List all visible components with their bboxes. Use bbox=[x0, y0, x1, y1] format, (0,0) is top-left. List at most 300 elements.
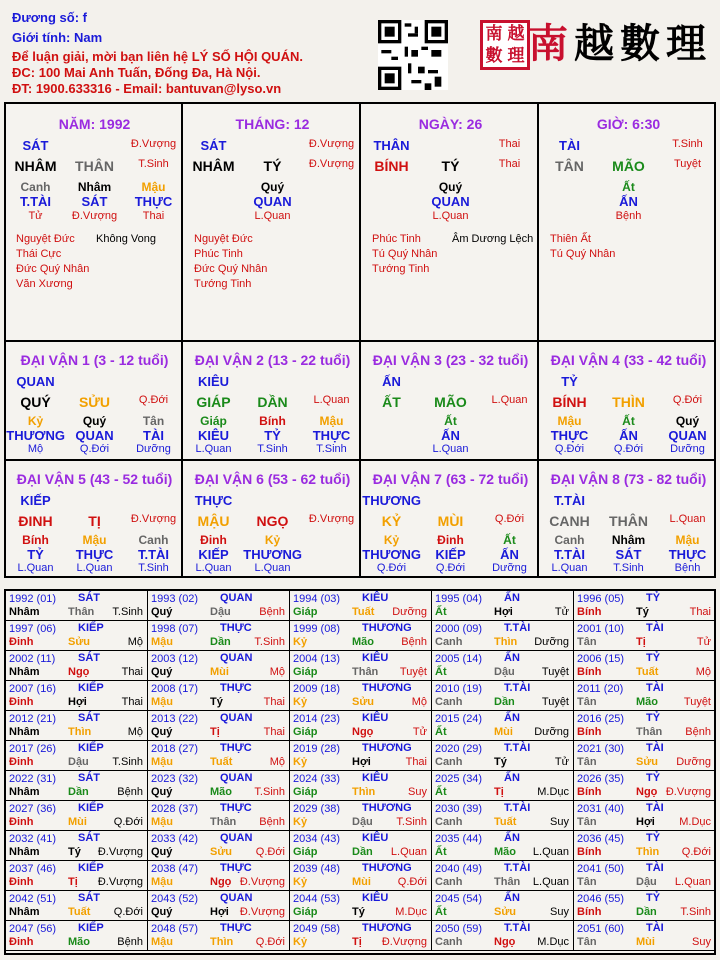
dai-van-top-cell: ẤN bbox=[382, 374, 401, 389]
year-sao: QUAN bbox=[220, 772, 253, 784]
year-cell bbox=[574, 651, 716, 681]
dai-van-top bbox=[540, 374, 717, 389]
star-item: Văn Xương bbox=[16, 278, 73, 290]
year-can: Mậu bbox=[151, 936, 173, 948]
year-sao: T.TÀI bbox=[504, 682, 531, 694]
year-label: 2044 (53) bbox=[293, 893, 341, 905]
pillar-tang-cell: Canh bbox=[20, 180, 51, 194]
year-can: Ất bbox=[435, 906, 447, 918]
year-can: Nhâm bbox=[9, 666, 40, 678]
year-cell bbox=[148, 771, 290, 801]
dai-van-title: ĐẠI VẬN 6 (53 - 62 tuổi) bbox=[194, 471, 351, 487]
year-label: 2012 (21) bbox=[9, 713, 57, 725]
star-item: Âm Dương Lệch bbox=[452, 233, 534, 245]
year-can: Canh bbox=[435, 756, 463, 768]
year-can: Canh bbox=[435, 936, 463, 948]
pillar-can-chi-row bbox=[362, 158, 539, 174]
year-can: Bính bbox=[577, 786, 602, 798]
dai-van-tang-cell: Ất bbox=[622, 414, 635, 428]
year-sao: ẤN bbox=[504, 652, 520, 664]
dai-van-top-cell bbox=[124, 493, 182, 508]
year-cell bbox=[148, 891, 290, 921]
pillar-tang-cell: Quý bbox=[438, 180, 463, 194]
dai-van-ts bbox=[362, 443, 539, 455]
dai-van-top-cell bbox=[480, 374, 538, 389]
dai-van-than-cell: TÀI bbox=[143, 428, 164, 443]
pillar-stars bbox=[372, 232, 437, 277]
year-sao: SÁT bbox=[78, 832, 100, 844]
year-label: 2026 (35) bbox=[577, 773, 625, 785]
dai-van-1 bbox=[6, 342, 183, 460]
year-can: Ất bbox=[435, 726, 447, 738]
year-label: 2042 (51) bbox=[9, 893, 57, 905]
year-label: 2032 (41) bbox=[9, 833, 57, 845]
year-chi: Dậu bbox=[494, 666, 515, 678]
dai-van-top-cell bbox=[243, 374, 301, 389]
year-can: Quý bbox=[151, 726, 173, 738]
year-label: 2039 (48) bbox=[293, 863, 341, 875]
year-can: Bính bbox=[577, 846, 602, 858]
year-can: Bính bbox=[577, 606, 602, 618]
pillar-than-cell: SÁT bbox=[81, 194, 108, 209]
year-phase: M.Dục bbox=[537, 936, 569, 948]
dai-van-can-chi bbox=[184, 513, 361, 529]
year-sao: THỰC bbox=[220, 682, 252, 694]
year-label: 2011 (20) bbox=[577, 683, 624, 695]
pillar-than-cell bbox=[362, 194, 420, 209]
year-can: Đinh bbox=[9, 816, 34, 828]
pillar-can-chi-cell: Đ.Vượng bbox=[308, 158, 355, 170]
year-label: 2007 (16) bbox=[9, 683, 57, 695]
year-can: Giáp bbox=[293, 726, 318, 738]
dai-van-tang-cell: Bính bbox=[259, 414, 286, 428]
pillar-can-chi-cell: T.Sinh bbox=[138, 158, 169, 170]
year-sao: THƯƠNG bbox=[362, 922, 412, 934]
dai-van-can-chi-cell: Đ.Vượng bbox=[308, 513, 355, 525]
qr-code-icon[interactable] bbox=[378, 20, 448, 90]
pillar-than-cell: QUAN bbox=[253, 194, 292, 209]
year-phase: Đ.Vượng bbox=[665, 786, 711, 798]
dai-van-can-chi-cell: L.Quan bbox=[491, 394, 528, 406]
dai-van-ts-cell: T.Sinh bbox=[613, 562, 644, 574]
pillar-stars bbox=[16, 232, 89, 292]
pillar-thansat-row bbox=[184, 194, 361, 209]
year-cell bbox=[6, 651, 148, 681]
year-can: Kỷ bbox=[293, 816, 308, 828]
year-chi: Sửu bbox=[210, 846, 233, 858]
year-label: 2046 (55) bbox=[577, 893, 625, 905]
year-chi: Thìn bbox=[352, 786, 376, 798]
dai-van-can-chi-cell: KỶ bbox=[381, 513, 402, 529]
year-can: Nhâm bbox=[9, 606, 40, 618]
dai-van-tang-cell: Ất bbox=[444, 414, 457, 428]
year-phase: T.Sinh bbox=[112, 756, 143, 768]
year-sao: QUAN bbox=[220, 652, 253, 664]
year-phase: Dưỡng bbox=[392, 606, 427, 618]
year-sao: TÀI bbox=[646, 802, 664, 814]
year-phase: M.Dục bbox=[537, 786, 569, 798]
dai-van-can-chi-cell: THÂN bbox=[609, 513, 648, 529]
dai-van-tang-cell: Đinh bbox=[200, 533, 227, 547]
year-label: 1996 (05) bbox=[577, 593, 625, 605]
pillar-top-cell: TÀI bbox=[559, 138, 580, 153]
pillar-ts-cell bbox=[362, 210, 420, 222]
star-item: Đức Quý Nhân bbox=[194, 263, 268, 275]
dai-van-ts-cell bbox=[480, 443, 538, 455]
pillar-ts-row bbox=[184, 210, 361, 222]
pillar-stars bbox=[194, 232, 267, 292]
pillar-than-cell bbox=[302, 194, 360, 209]
dai-van-than-cell: THƯƠNG bbox=[6, 428, 65, 443]
year-phase: T.Sinh bbox=[254, 786, 285, 798]
year-can: Tân bbox=[577, 756, 597, 768]
dai-van-can-chi bbox=[184, 394, 361, 410]
year-label: 2048 (57) bbox=[151, 923, 199, 935]
pillar-than-cell bbox=[658, 194, 716, 209]
year-chi: Mùi bbox=[210, 666, 229, 678]
year-label: 2017 (26) bbox=[9, 743, 57, 755]
year-phase: Dưỡng bbox=[534, 726, 569, 738]
year-can: Bính bbox=[577, 726, 602, 738]
year-sao: T.TÀI bbox=[504, 802, 531, 814]
pillar-tang-cell: Quý bbox=[260, 180, 285, 194]
year-chi: Sửu bbox=[68, 636, 91, 648]
year-phase: M.Dục bbox=[679, 816, 711, 828]
pillar-than-cell bbox=[480, 194, 538, 209]
dai-van-ts bbox=[540, 443, 717, 455]
year-chi: Tý bbox=[494, 756, 507, 768]
year-phase: Q.Đới bbox=[681, 846, 711, 858]
year-can: Tân bbox=[577, 696, 597, 708]
year-sao: KIÊU bbox=[362, 772, 389, 784]
year-phase: Q.Đới bbox=[113, 906, 143, 918]
year-sao: THƯƠNG bbox=[362, 802, 412, 814]
dai-van-top bbox=[184, 493, 361, 508]
year-can: Mậu bbox=[151, 816, 173, 828]
year-cell bbox=[432, 711, 574, 741]
year-chi: Hợi bbox=[210, 906, 229, 918]
dai-van-top-cell: THỰC bbox=[194, 493, 233, 508]
pillar-ts-cell bbox=[540, 210, 598, 222]
pillar-title: NGÀY: 26 bbox=[418, 116, 483, 132]
year-sao: QUAN bbox=[220, 712, 253, 724]
pillar-ts-cell bbox=[480, 210, 538, 222]
pillar-top-row bbox=[362, 138, 539, 153]
year-chi: Thân bbox=[636, 726, 663, 738]
dai-van-top-cell: T.TÀI bbox=[553, 493, 586, 508]
year-phase: Đ.Vượng bbox=[239, 906, 285, 918]
phone-email-line: ĐT: 1900.633316 - Email: bantuvan@lyso.vn bbox=[12, 81, 282, 96]
year-label: 1994 (03) bbox=[293, 593, 341, 605]
year-label: 2038 (47) bbox=[151, 863, 199, 875]
dai-van-top-cell bbox=[421, 374, 479, 389]
year-phase: L.Quan bbox=[390, 846, 427, 858]
pillar-3 bbox=[540, 104, 717, 342]
year-sao: THƯƠNG bbox=[362, 622, 412, 634]
year-phase: Tử bbox=[696, 636, 711, 648]
dai-van-can-chi-cell: L.Quan bbox=[669, 513, 706, 525]
year-chi: Ngọ bbox=[68, 666, 90, 678]
dai-van-than-cell: THỰC bbox=[668, 547, 707, 562]
year-cell bbox=[432, 831, 574, 861]
dai-van-than-cell: TỶ bbox=[27, 547, 44, 562]
contact-line: Để luận giải, mời bạn liên hệ LÝ SỐ HỘI QUÁN. bbox=[12, 49, 303, 64]
year-can: Tân bbox=[577, 816, 597, 828]
year-sao: TÀI bbox=[646, 622, 664, 634]
year-phase: Đ.Vượng bbox=[97, 876, 143, 888]
dai-van-top-cell bbox=[599, 493, 657, 508]
year-cell bbox=[6, 921, 148, 951]
dai-van-ts-cell: Mộ bbox=[27, 443, 44, 455]
year-phase: Tuyệt bbox=[541, 666, 569, 678]
year-can: Kỷ bbox=[293, 756, 308, 768]
year-label: 1993 (02) bbox=[151, 593, 199, 605]
pillar-top-cell: SÁT bbox=[200, 138, 227, 153]
dai-van-can-chi-cell: Q.Đới bbox=[672, 394, 703, 406]
dai-van-than-cell: T.TÀI bbox=[137, 547, 170, 562]
year-chi: Mão bbox=[352, 636, 374, 648]
year-label: 2002 (11) bbox=[9, 653, 56, 665]
dai-van-than bbox=[6, 428, 183, 443]
dai-van-than-cell: THƯƠNG bbox=[362, 547, 421, 562]
dai-van-can-chi-cell: CANH bbox=[549, 513, 590, 529]
year-cell bbox=[574, 771, 716, 801]
pillar-title: NĂM: 1992 bbox=[58, 116, 131, 132]
year-can: Mậu bbox=[151, 636, 173, 648]
year-cell bbox=[574, 591, 716, 621]
year-can: Giáp bbox=[293, 846, 318, 858]
year-phase: Mộ bbox=[269, 756, 285, 768]
dai-van-title: ĐẠI VẬN 5 (43 - 52 tuổi) bbox=[16, 471, 173, 487]
pillar-top-row bbox=[184, 138, 361, 153]
dai-van-top bbox=[362, 374, 539, 389]
dai-van-ts-cell: T.Sinh bbox=[257, 443, 288, 455]
year-cell bbox=[148, 801, 290, 831]
year-cell bbox=[290, 741, 432, 771]
dai-van-top-cell bbox=[480, 493, 538, 508]
dai-van-can-chi-cell: SỬU bbox=[78, 394, 111, 410]
dai-van-top bbox=[540, 493, 717, 508]
pillars-grid bbox=[4, 102, 716, 578]
year-phase: T.Sinh bbox=[254, 636, 285, 648]
dai-van-tang bbox=[362, 414, 539, 428]
year-phase: Tử bbox=[554, 606, 569, 618]
year-phase: Tử bbox=[412, 726, 427, 738]
dai-van-title: ĐẠI VẬN 4 (33 - 42 tuổi) bbox=[550, 352, 707, 368]
dai-van-ts bbox=[362, 562, 539, 574]
pillar-1 bbox=[184, 104, 361, 342]
year-chi: Hợi bbox=[494, 606, 513, 618]
year-phase: Thai bbox=[121, 666, 143, 678]
year-chi: Sửu bbox=[494, 906, 517, 918]
year-sao: KIẾP bbox=[78, 922, 104, 934]
year-phase: M.Dục bbox=[395, 906, 427, 918]
year-sao: T.TÀI bbox=[504, 862, 531, 874]
year-label: 2020 (29) bbox=[435, 743, 483, 755]
pillar-tang-cell: Nhâm bbox=[77, 180, 112, 194]
year-phase: Dưỡng bbox=[534, 636, 569, 648]
year-label: 2045 (54) bbox=[435, 893, 483, 905]
year-phase: Mộ bbox=[695, 666, 711, 678]
year-chi: Thân bbox=[68, 606, 95, 618]
year-label: 2031 (40) bbox=[577, 803, 625, 815]
year-phase: L.Quan bbox=[532, 876, 569, 888]
star-item: Phúc Tinh bbox=[194, 248, 243, 260]
dai-van-can-chi-cell: ĐINH bbox=[18, 513, 53, 529]
dai-van-5 bbox=[6, 461, 183, 579]
star-item: Đức Quý Nhân bbox=[16, 263, 90, 275]
dai-van-can-chi-cell: MÙI bbox=[437, 513, 464, 529]
year-label: 2050 (59) bbox=[435, 923, 483, 935]
dai-van-tang-cell: Đinh bbox=[437, 533, 464, 547]
year-can: Canh bbox=[435, 636, 463, 648]
year-sao: THỰC bbox=[220, 802, 252, 814]
year-sao: KIẾP bbox=[78, 682, 104, 694]
pillar-top-cell: Thai bbox=[498, 138, 521, 150]
year-sao: THỰC bbox=[220, 742, 252, 754]
year-chi: Tý bbox=[68, 846, 81, 858]
pillar-top-cell bbox=[65, 138, 123, 153]
dai-van-tang-cell bbox=[480, 414, 538, 428]
year-label: 2010 (19) bbox=[435, 683, 483, 695]
pillar-can-chi-cell: TÂN bbox=[555, 158, 584, 174]
year-sao: ẤN bbox=[504, 832, 520, 844]
year-cell bbox=[290, 591, 432, 621]
year-chi: Mão bbox=[68, 936, 90, 948]
dai-van-title: ĐẠI VẬN 3 (23 - 32 tuổi) bbox=[372, 352, 529, 368]
year-label: 1997 (06) bbox=[9, 623, 57, 635]
dai-van-than-cell: KIẾP bbox=[198, 547, 229, 562]
dai-van-than-cell: THƯƠNG bbox=[243, 547, 302, 562]
dai-van-can-chi-cell: MẬU bbox=[197, 513, 230, 529]
year-can: Kỷ bbox=[293, 936, 308, 948]
dai-van-tang-cell: Nhâm bbox=[611, 533, 646, 547]
dai-van-than-cell: KIÊU bbox=[197, 428, 230, 443]
pillar-top-cell: T.Sinh bbox=[672, 138, 703, 150]
year-can: Tân bbox=[577, 636, 597, 648]
year-cell bbox=[290, 891, 432, 921]
dai-van-tang-cell: Kỷ bbox=[264, 533, 281, 547]
dai-van-can-chi-cell: TỊ bbox=[88, 513, 101, 529]
dai-van-top-cell bbox=[658, 374, 716, 389]
dai-van-ts-cell: Q.Đới bbox=[613, 443, 644, 455]
dai-van-3 bbox=[362, 342, 539, 460]
year-can: Tân bbox=[577, 876, 597, 888]
year-cell bbox=[432, 591, 574, 621]
dai-van-than-cell: QUAN bbox=[668, 428, 707, 443]
year-phase: Suy bbox=[550, 906, 569, 918]
year-sao: KIÊU bbox=[362, 652, 389, 664]
dai-van-ts-cell: Dưỡng bbox=[136, 443, 171, 455]
dai-van-than bbox=[362, 547, 539, 562]
year-sao: TÀI bbox=[646, 682, 664, 694]
year-sao: KIẾP bbox=[78, 742, 104, 754]
pillar-ts-cell: L.Quan bbox=[432, 210, 469, 222]
year-label: 2027 (36) bbox=[9, 803, 57, 815]
year-phase: Thai bbox=[121, 696, 143, 708]
dai-van-than-cell: TỶ bbox=[264, 428, 281, 443]
year-cell bbox=[6, 621, 148, 651]
year-cell bbox=[574, 921, 716, 951]
dai-van-than-cell bbox=[302, 547, 360, 562]
pillar-ts-cell: Đ.Vượng bbox=[71, 210, 118, 222]
dai-van-than bbox=[362, 428, 539, 443]
pillar-top-row bbox=[540, 138, 717, 153]
year-cell bbox=[6, 741, 148, 771]
year-chi: Dậu bbox=[210, 606, 231, 618]
dai-van-tang bbox=[540, 414, 717, 428]
pillar-ts-cell bbox=[658, 210, 716, 222]
pillar-tang-cell bbox=[658, 180, 716, 194]
pillar-tang-cell: Mậu bbox=[141, 180, 166, 194]
year-label: 2041 (50) bbox=[577, 863, 625, 875]
year-phase: Suy bbox=[550, 816, 569, 828]
year-sao: TỶ bbox=[646, 712, 661, 724]
year-can: Ất bbox=[435, 606, 447, 618]
year-chi: Thìn bbox=[210, 936, 234, 948]
dai-van-ts bbox=[6, 562, 183, 574]
star-item: Tướng Tinh bbox=[372, 263, 430, 275]
dai-van-title: ĐẠI VẬN 2 (13 - 22 tuổi) bbox=[194, 352, 351, 368]
year-label: 2040 (49) bbox=[435, 863, 483, 875]
pillar-top-row bbox=[6, 138, 183, 153]
year-label: 2051 (60) bbox=[577, 923, 625, 935]
pillar-can-chi-row bbox=[540, 158, 717, 174]
year-chi: Sửu bbox=[352, 696, 375, 708]
year-sao: TỶ bbox=[646, 652, 661, 664]
brand-title: 南越數理 bbox=[528, 20, 712, 67]
year-phase: Mộ bbox=[127, 636, 143, 648]
year-label: 2013 (22) bbox=[151, 713, 199, 725]
year-chi: Hợi bbox=[68, 696, 87, 708]
year-cell bbox=[148, 651, 290, 681]
year-cell bbox=[432, 921, 574, 951]
pillar-thansat-row bbox=[362, 194, 539, 209]
year-cell bbox=[6, 801, 148, 831]
year-chi: Dần bbox=[210, 636, 231, 648]
dai-van-tang-cell bbox=[362, 414, 420, 428]
dai-van-tang-cell: Mậu bbox=[557, 414, 582, 428]
year-can: Nhâm bbox=[9, 906, 40, 918]
pillar-can-chi-cell: NHÂM bbox=[192, 158, 235, 174]
dai-van-6 bbox=[184, 461, 361, 579]
year-label: 2006 (15) bbox=[577, 653, 625, 665]
year-chi: Ngọ bbox=[494, 936, 516, 948]
year-sao: SÁT bbox=[78, 652, 100, 664]
year-sao: THỰC bbox=[220, 862, 252, 874]
dai-van-than bbox=[540, 428, 717, 443]
year-can: Mậu bbox=[151, 876, 173, 888]
year-sao: ẤN bbox=[504, 592, 520, 604]
pillar-top-cell: THÂN bbox=[373, 138, 410, 153]
year-chi: Mão bbox=[636, 696, 658, 708]
pillar-top-cell bbox=[599, 138, 657, 153]
dai-van-ts-cell: L.Quan bbox=[551, 562, 588, 574]
pillar-tang-row bbox=[184, 180, 361, 194]
dai-van-top-cell bbox=[243, 493, 301, 508]
year-chi: Tị bbox=[68, 876, 78, 888]
year-cell bbox=[148, 591, 290, 621]
year-phase: Mộ bbox=[269, 666, 285, 678]
year-label: 2000 (09) bbox=[435, 623, 483, 635]
dai-van-can-chi-cell: ẤT bbox=[382, 394, 401, 410]
year-chi: Thân bbox=[494, 876, 521, 888]
dai-van-tang bbox=[540, 533, 717, 547]
dai-van-than-cell: ẤN bbox=[441, 428, 460, 443]
year-sao: TỶ bbox=[646, 892, 661, 904]
dai-van-top-cell bbox=[302, 374, 360, 389]
year-can: Quý bbox=[151, 786, 173, 798]
